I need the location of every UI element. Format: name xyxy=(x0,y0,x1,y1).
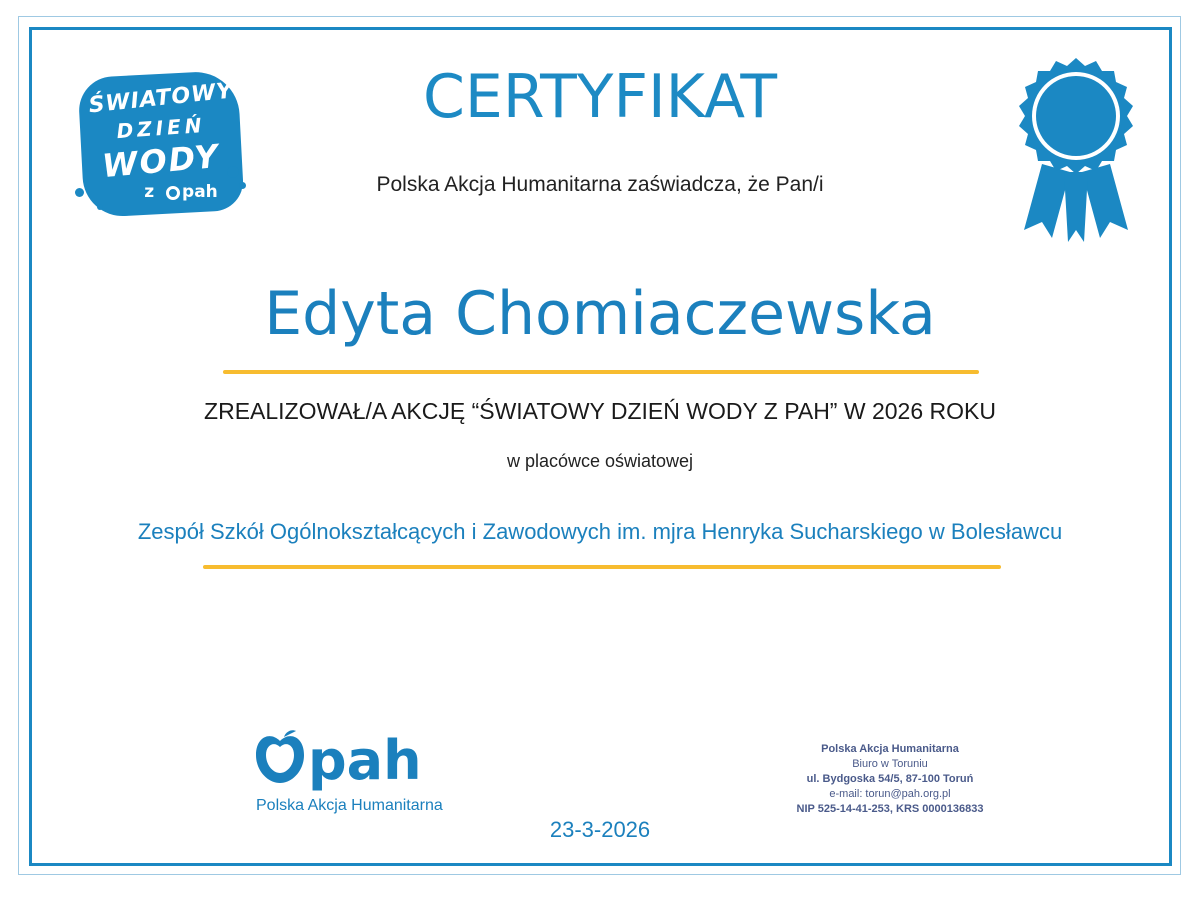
office-stamp xyxy=(780,742,1000,817)
event-logo-z: z xyxy=(144,182,155,202)
stamp-line-1: Polska Akcja Humanitarna xyxy=(821,743,959,755)
recipient-name: Edyta Chomiaczewska xyxy=(264,279,936,349)
recipient-underline xyxy=(223,370,979,374)
pah-logo-word: pah xyxy=(308,729,422,792)
place-label: w placówce oświatowej xyxy=(506,451,694,471)
stamp-line-3: ul. Bydgoska 54/5, 87-100 Toruń xyxy=(806,773,974,785)
award-ribbon-icon xyxy=(1012,54,1140,246)
certificate-date: 23-3-2026 xyxy=(549,817,651,842)
event-logo-line-2: DZIEŃ xyxy=(115,112,207,144)
apple-heart-icon xyxy=(254,729,306,785)
achievement-statement: ZREALIZOWAŁ/A AKCJĘ “ŚWIATOWY DZIEŃ WODY Z PAH” W 2026 ROKU xyxy=(204,398,996,424)
stamp-line-5: NIP 525-14-41-253, KRS 0000136833 xyxy=(796,803,984,815)
event-logo-line-3: WODY xyxy=(100,136,222,186)
pah-org-name: Polska Akcja Humanitarna xyxy=(256,797,443,814)
pah-logo xyxy=(250,725,450,820)
event-logo-line-1: ŚWIATOWY xyxy=(87,78,235,119)
splash-drop-icon xyxy=(97,204,103,210)
stamp-line-2: Biuro w Toruniu xyxy=(852,758,928,770)
certificate-subtitle: Polska Akcja Humanitarna zaświadcza, że Pan/i xyxy=(376,173,824,196)
stamp-line-4: e-mail: torun@pah.org.pl xyxy=(829,788,951,800)
school-name: Zespół Szkół Ogólnokształcących i Zawodowych im. mjra Henryka Sucharskiego w Bolesławcu xyxy=(137,519,1063,544)
certificate-title: CERTYFIKAT xyxy=(423,62,777,132)
school-underline xyxy=(203,565,1001,569)
event-logo-brand: pah xyxy=(182,182,218,202)
